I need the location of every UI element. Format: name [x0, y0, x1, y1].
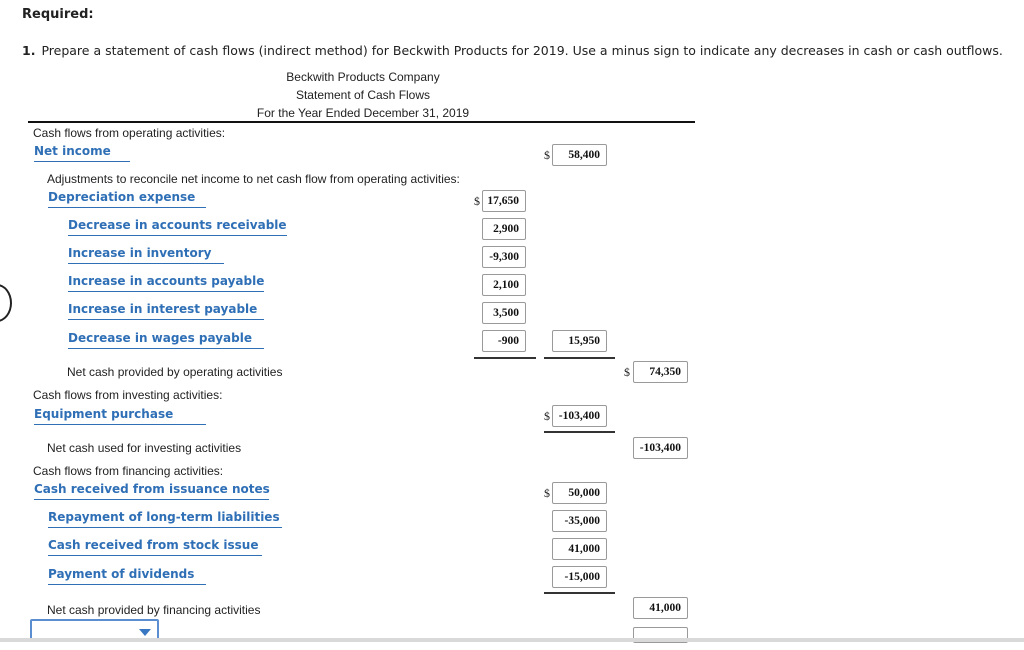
financing-select-long-term[interactable]: Repayment of long-term liabilities: [48, 510, 282, 528]
adjustments-heading: Adjustments to reconcile net income to net cash flow from operating activities:: [47, 172, 460, 186]
investing-input-equipment[interactable]: -103,400: [552, 405, 607, 427]
investing-net-label: Net cash used for investing activities: [47, 441, 242, 455]
adjustment-input-accounts-payable[interactable]: 2,100: [482, 274, 526, 296]
adjustment-select-interest-payable[interactable]: Increase in interest payable: [68, 302, 264, 320]
adjustment-input-depreciation[interactable]: 17,650: [482, 190, 526, 212]
financing-net-label: Net cash provided by financing activities: [47, 603, 261, 617]
statement-title: Statement of Cash Flows: [295, 88, 431, 102]
subtotal-rule: [474, 357, 536, 359]
operating-net-input[interactable]: 74,350: [633, 361, 688, 383]
financing-select-dividends[interactable]: Payment of dividends: [48, 567, 206, 585]
bottom-divider: [0, 638, 1024, 642]
financing-net-input[interactable]: 41,000: [633, 597, 688, 619]
net-income-input[interactable]: 58,400: [552, 144, 607, 166]
subtotal-rule: [544, 357, 615, 359]
operating-heading: Cash flows from operating activities:: [33, 126, 226, 140]
question-number: 1.: [22, 43, 36, 58]
net-income-select[interactable]: Net income: [34, 144, 130, 162]
header-rule: [28, 121, 695, 123]
investing-heading: Cash flows from investing activities:: [33, 388, 223, 402]
adjustments-total-input[interactable]: 15,950: [552, 330, 607, 352]
financing-input-notes[interactable]: 50,000: [552, 482, 607, 504]
adjustment-select-inventory[interactable]: Increase in inventory: [68, 246, 224, 264]
financing-heading: Cash flows from financing activities:: [33, 464, 224, 478]
investing-net-input[interactable]: -103,400: [633, 437, 688, 459]
adjustment-select-accounts-receivable[interactable]: Decrease in accounts receivable: [68, 218, 287, 236]
adjustment-input-inventory[interactable]: -9,300: [482, 246, 526, 268]
currency-symbol: $: [624, 365, 630, 379]
currency-symbol: $: [474, 194, 480, 208]
adjustment-select-accounts-payable[interactable]: Increase in accounts payable: [68, 274, 264, 292]
currency-symbol: $: [544, 409, 550, 423]
subtotal-rule: [544, 592, 615, 594]
statement-period: For the Year Ended December 31, 2019: [256, 106, 470, 120]
financing-select-notes[interactable]: Cash received from issuance notes: [34, 482, 269, 500]
question-text: [22, 43, 1003, 58]
adjustment-select-depreciation[interactable]: Depreciation expense: [48, 190, 206, 208]
financing-input-dividends[interactable]: -15,000: [552, 566, 607, 588]
operating-net-label: Net cash provided by operating activities: [67, 365, 283, 379]
adjustment-input-interest-payable[interactable]: 3,500: [482, 302, 526, 324]
financing-input-stock[interactable]: 41,000: [552, 538, 607, 560]
required-heading: Required:: [22, 7, 94, 22]
chevron-down-icon: [139, 629, 151, 636]
currency-symbol: $: [544, 486, 550, 500]
financing-input-long-term[interactable]: -35,000: [552, 510, 607, 532]
adjustment-select-wages-payable[interactable]: Decrease in wages payable: [68, 331, 264, 349]
adjustment-input-accounts-receivable[interactable]: 2,900: [482, 218, 526, 240]
adjustment-input-wages-payable[interactable]: -900: [482, 330, 526, 352]
currency-symbol: $: [544, 148, 550, 162]
subtotal-rule: [544, 431, 615, 433]
question-body: Prepare a statement of cash flows (indirect method) for Beckwith Products for 2019. Use a minus sign to indicate any decreases in cash or cash outflows.: [41, 43, 1003, 58]
investing-select-equipment[interactable]: Equipment purchase: [34, 407, 206, 425]
side-marker-icon: [0, 284, 12, 322]
financing-select-stock[interactable]: Cash received from stock issue: [48, 538, 262, 556]
company-name: Beckwith Products Company: [286, 70, 440, 84]
